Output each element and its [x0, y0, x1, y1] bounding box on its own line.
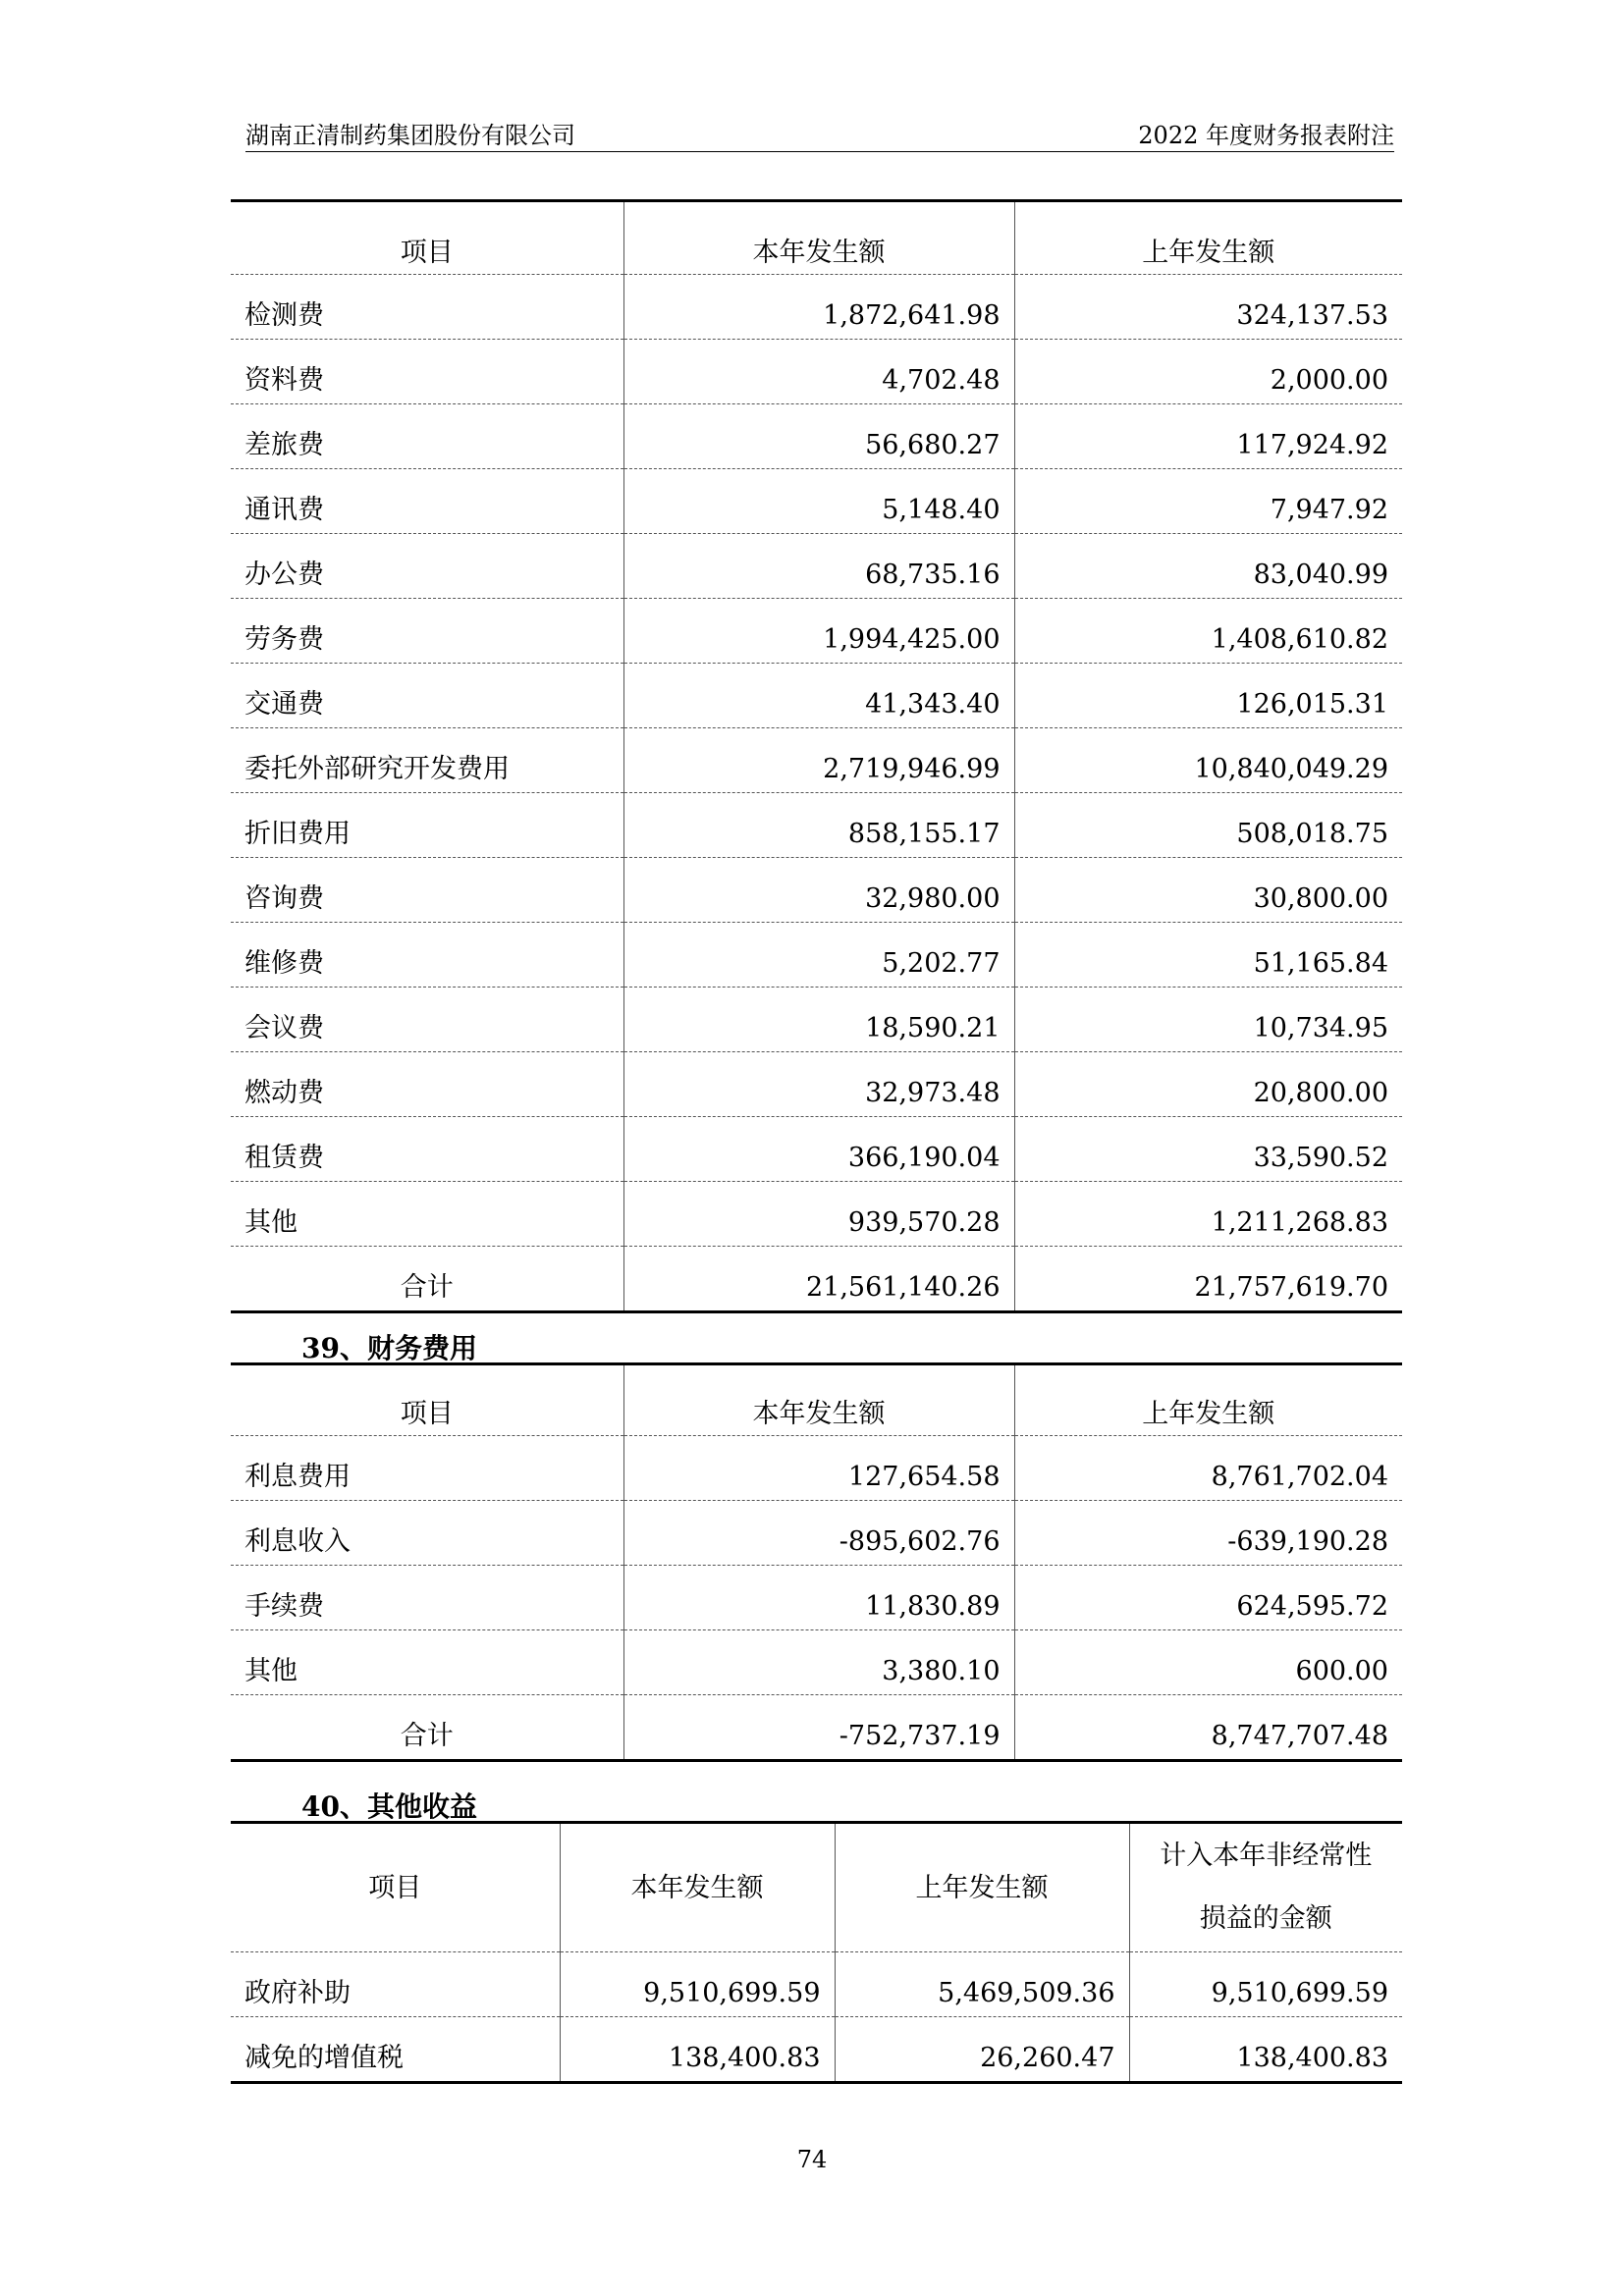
row-current: 138,400.83	[560, 2017, 835, 2083]
row-current: 3,380.10	[623, 1630, 1014, 1695]
row-item: 资料费	[231, 340, 623, 404]
row-item: 劳务费	[231, 599, 623, 664]
row-prior: 508,018.75	[1014, 793, 1402, 858]
table-row	[231, 404, 1402, 469]
row-prior: 8,761,702.04	[1014, 1436, 1402, 1501]
row-current: 127,654.58	[623, 1436, 1014, 1501]
row-prior: 33,590.52	[1014, 1117, 1402, 1182]
column-header-item: 项目	[231, 201, 623, 275]
row-item: 会议费	[231, 988, 623, 1052]
row-current: 2,719,946.99	[623, 728, 1014, 793]
row-prior: 126,015.31	[1014, 664, 1402, 728]
table-header-row	[231, 1364, 1402, 1436]
table-row	[231, 469, 1402, 534]
table-row	[231, 664, 1402, 728]
row-current: 366,190.04	[623, 1117, 1014, 1182]
row-item: 维修费	[231, 923, 623, 988]
row-prior: 324,137.53	[1014, 275, 1402, 340]
total-row	[231, 1247, 1402, 1312]
financial-expense-table	[231, 1362, 1402, 1762]
row-item: 政府补助	[231, 1952, 560, 2017]
row-prior: 7,947.92	[1014, 469, 1402, 534]
row-item: 折旧费用	[231, 793, 623, 858]
column-header-current: 本年发生额	[623, 201, 1014, 275]
row-current: 32,973.48	[623, 1052, 1014, 1117]
other-income-table	[231, 1821, 1402, 2084]
section-40-title: 40、其他收益	[301, 1790, 477, 1823]
row-item: 检测费	[231, 275, 623, 340]
row-prior: 10,734.95	[1014, 988, 1402, 1052]
row-current: 4,702.48	[623, 340, 1014, 404]
row-prior: 5,469,509.36	[835, 1952, 1129, 2017]
total-label: 合计	[400, 1272, 454, 1303]
row-item: 减免的增值税	[244, 2043, 404, 2073]
row-prior: 600.00	[1014, 1630, 1402, 1695]
row-prior: 26,260.47	[835, 2017, 1129, 2083]
total-current: 21,561,140.26	[623, 1247, 1014, 1312]
row-current: 939,570.28	[623, 1182, 1014, 1247]
row-item: 燃动费	[231, 1052, 623, 1117]
column-header-prior: 上年发生额	[1014, 201, 1402, 275]
table-row	[231, 1630, 1402, 1695]
row-item: 手续费	[231, 1566, 623, 1630]
row-prior: 2,000.00	[1014, 340, 1402, 404]
column-header-nonrecurring-line2: 损益的金额	[1199, 1903, 1332, 1934]
row-item: 其他	[231, 1182, 623, 1247]
row-prior: -639,190.28	[1014, 1501, 1402, 1566]
table-row	[231, 1182, 1402, 1247]
table-row	[231, 534, 1402, 599]
table-row	[231, 1052, 1402, 1117]
rd-expense-table	[231, 199, 1402, 1313]
row-nonrecurring: 9,510,699.59	[1129, 1952, 1402, 2017]
row-item: 委托外部研究开发费用	[231, 728, 623, 793]
row-current: 5,202.77	[623, 923, 1014, 988]
column-header-current: 本年发生额	[623, 1364, 1014, 1436]
row-item: 办公费	[231, 534, 623, 599]
row-prior: 117,924.92	[1014, 404, 1402, 469]
table-row	[231, 1501, 1402, 1566]
row-prior: 624,595.72	[1014, 1566, 1402, 1630]
row-prior: 1,211,268.83	[1014, 1182, 1402, 1247]
row-prior: 10,840,049.29	[1014, 728, 1402, 793]
row-prior: 20,800.00	[1014, 1052, 1402, 1117]
row-current: 18,590.21	[623, 988, 1014, 1052]
row-prior: 1,408,610.82	[1014, 599, 1402, 664]
row-item: 咨询费	[231, 858, 623, 923]
table-header-row	[231, 1823, 1402, 1952]
row-current: 1,994,425.00	[623, 599, 1014, 664]
row-prior: 30,800.00	[1014, 858, 1402, 923]
report-title: 2022 年度财务报表附注	[1138, 122, 1394, 149]
table-row	[231, 275, 1402, 340]
column-header-item: 项目	[231, 1823, 560, 1952]
row-item: 租赁费	[231, 1117, 623, 1182]
row-current: -895,602.76	[623, 1501, 1014, 1566]
row-prior: 83,040.99	[1014, 534, 1402, 599]
column-header-nonrecurring	[1129, 1823, 1402, 1952]
table-row	[231, 2017, 1402, 2083]
column-header-nonrecurring-line1: 计入本年非经常性	[1160, 1841, 1373, 1871]
row-current: 11,830.89	[623, 1566, 1014, 1630]
row-item: 其他	[231, 1630, 623, 1695]
total-prior: 8,747,707.48	[1014, 1695, 1402, 1761]
table-row	[231, 340, 1402, 404]
row-current: 32,980.00	[623, 858, 1014, 923]
total-current: -752,737.19	[623, 1695, 1014, 1761]
table-row	[231, 858, 1402, 923]
table-row	[231, 1436, 1402, 1501]
table-row	[231, 1566, 1402, 1630]
total-prior: 21,757,619.70	[1014, 1247, 1402, 1312]
total-label: 合计	[400, 1721, 454, 1751]
row-current: 68,735.16	[623, 534, 1014, 599]
page-number: 74	[796, 2146, 828, 2173]
table-row	[231, 1952, 1402, 2017]
table-row	[231, 793, 1402, 858]
row-current: 1,872,641.98	[623, 275, 1014, 340]
table-row	[231, 1117, 1402, 1182]
row-prior: 51,165.84	[1014, 923, 1402, 988]
table-header-row	[231, 201, 1402, 275]
section-39-title: 39、财务费用	[301, 1332, 477, 1364]
row-current: 56,680.27	[623, 404, 1014, 469]
row-item: 交通费	[231, 664, 623, 728]
row-item: 利息费用	[231, 1436, 623, 1501]
row-current: 9,510,699.59	[560, 1952, 835, 2017]
row-item: 通讯费	[231, 469, 623, 534]
row-current: 858,155.17	[623, 793, 1014, 858]
row-item: 利息收入	[231, 1501, 623, 1566]
table-row	[231, 923, 1402, 988]
column-header-prior: 上年发生额	[835, 1823, 1129, 1952]
table-row	[231, 599, 1402, 664]
table-row	[231, 728, 1402, 793]
column-header-current: 本年发生额	[560, 1823, 835, 1952]
page-header	[245, 116, 1394, 152]
company-name: 湖南正清制药集团股份有限公司	[245, 122, 575, 149]
row-nonrecurring: 138,400.83	[1129, 2017, 1402, 2083]
column-header-prior: 上年发生额	[1014, 1364, 1402, 1436]
row-current: 5,148.40	[623, 469, 1014, 534]
table-row	[231, 988, 1402, 1052]
total-row	[231, 1695, 1402, 1761]
column-header-item: 项目	[231, 1364, 623, 1436]
row-item: 差旅费	[231, 404, 623, 469]
row-current: 41,343.40	[623, 664, 1014, 728]
